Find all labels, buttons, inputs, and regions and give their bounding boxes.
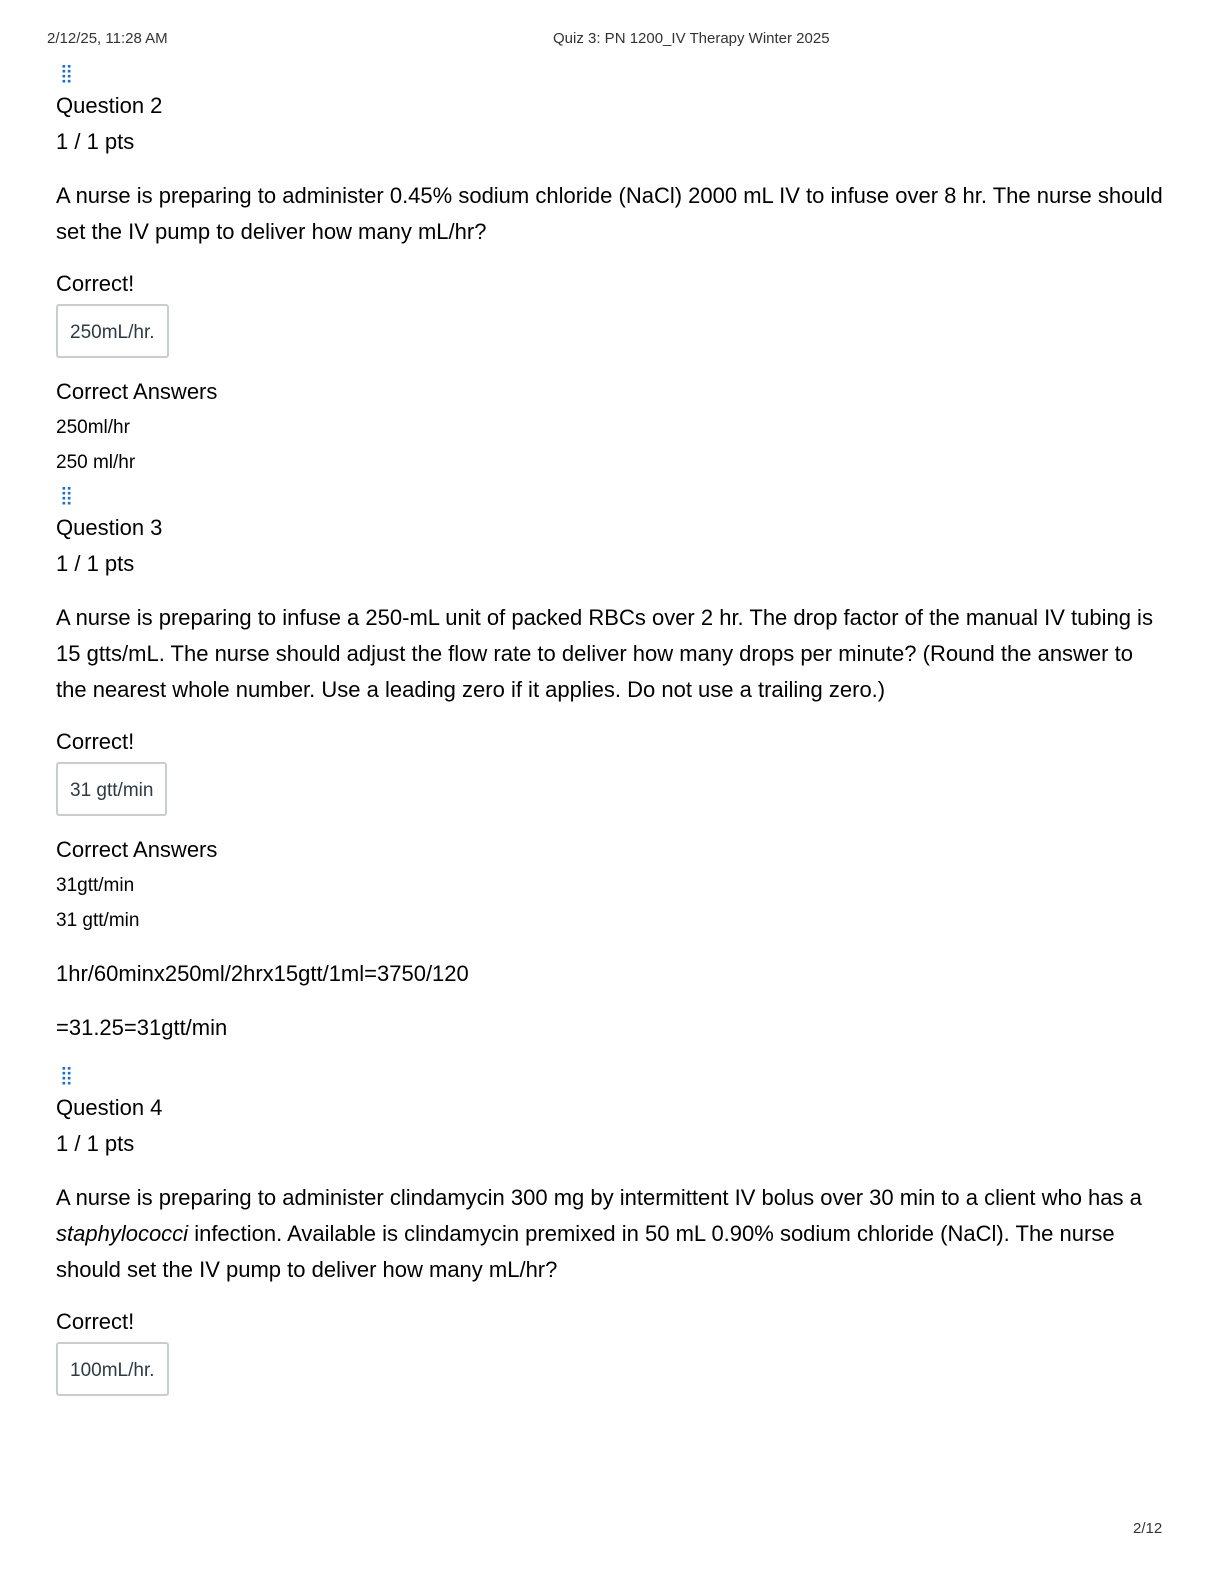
correct-answer-item: 31 gtt/min — [56, 910, 140, 931]
correct-answer-item: 250ml/hr — [56, 417, 130, 438]
question-text-part: infection. Available is clindamycin premixed in 50 mL 0.90% sodium chloride (NaCl). The nurse should set the IV pump to deliver how many mL/hr? — [56, 1221, 1115, 1282]
question-points: 1 / 1 pts — [56, 1131, 135, 1156]
answer-explanation: =31.25=31gtt/min — [56, 1015, 228, 1040]
correct-label: Correct! — [56, 729, 135, 754]
print-title: Quiz 3: PN 1200_IV Therapy Winter 2025 — [553, 30, 830, 47]
page-number: 2/12 — [1133, 1520, 1163, 1537]
correct-answer-item: 250 ml/hr — [56, 452, 136, 473]
correct-answer-item: 31gtt/min — [56, 875, 135, 896]
quiz-content — [56, 58, 1166, 1396]
question-points: 1 / 1 pts — [56, 129, 135, 154]
question-title: Question 4 — [56, 1095, 163, 1120]
question-text: A nurse is preparing to infuse a 250-mL unit of packed RBCs over 2 hr. The drop factor of the manual IV tubing is 15 gtts/mL. The nurse should adjust the flow rate to deliver how many drops per minute? (Round the answer to the nearest whole number. Use a leading zero if it applies. Do not use a trailing zero.) — [56, 605, 1153, 702]
drag-handle-icon[interactable]: ⣿ — [60, 63, 73, 83]
correct-answers-title: Correct Answers — [56, 837, 218, 862]
answer-field: 100mL/hr. — [56, 1342, 169, 1396]
print-header — [0, 30, 1224, 50]
drag-handle-icon[interactable]: ⣿ — [60, 485, 73, 505]
answer-field: 250mL/hr. — [56, 304, 169, 358]
print-date: 2/12/25, 11:28 AM — [47, 30, 168, 47]
answer-field: 31 gtt/min — [56, 762, 167, 816]
question-text: A nurse is preparing to administer 0.45% sodium chloride (NaCl) 2000 mL IV to infuse over 8 hr. The nurse should set the IV pump to deliver how many mL/hr? — [56, 183, 1163, 244]
correct-answers-title: Correct Answers — [56, 379, 218, 404]
question-points: 1 / 1 pts — [56, 551, 135, 576]
correct-label: Correct! — [56, 1309, 135, 1334]
drag-handle-icon[interactable]: ⣿ — [60, 1065, 73, 1085]
correct-label: Correct! — [56, 271, 135, 296]
answer-explanation: 1hr/60minx250ml/2hrx15gtt/1ml=3750/120 — [56, 961, 469, 986]
question-title: Question 3 — [56, 515, 163, 540]
question-title: Question 2 — [56, 93, 163, 118]
question-text-part: A nurse is preparing to administer clindamycin 300 mg by intermittent IV bolus over 30 min to a client who has a — [56, 1185, 1142, 1210]
question-text — [56, 1180, 1166, 1288]
question-text-italic: staphylococci — [56, 1221, 189, 1246]
